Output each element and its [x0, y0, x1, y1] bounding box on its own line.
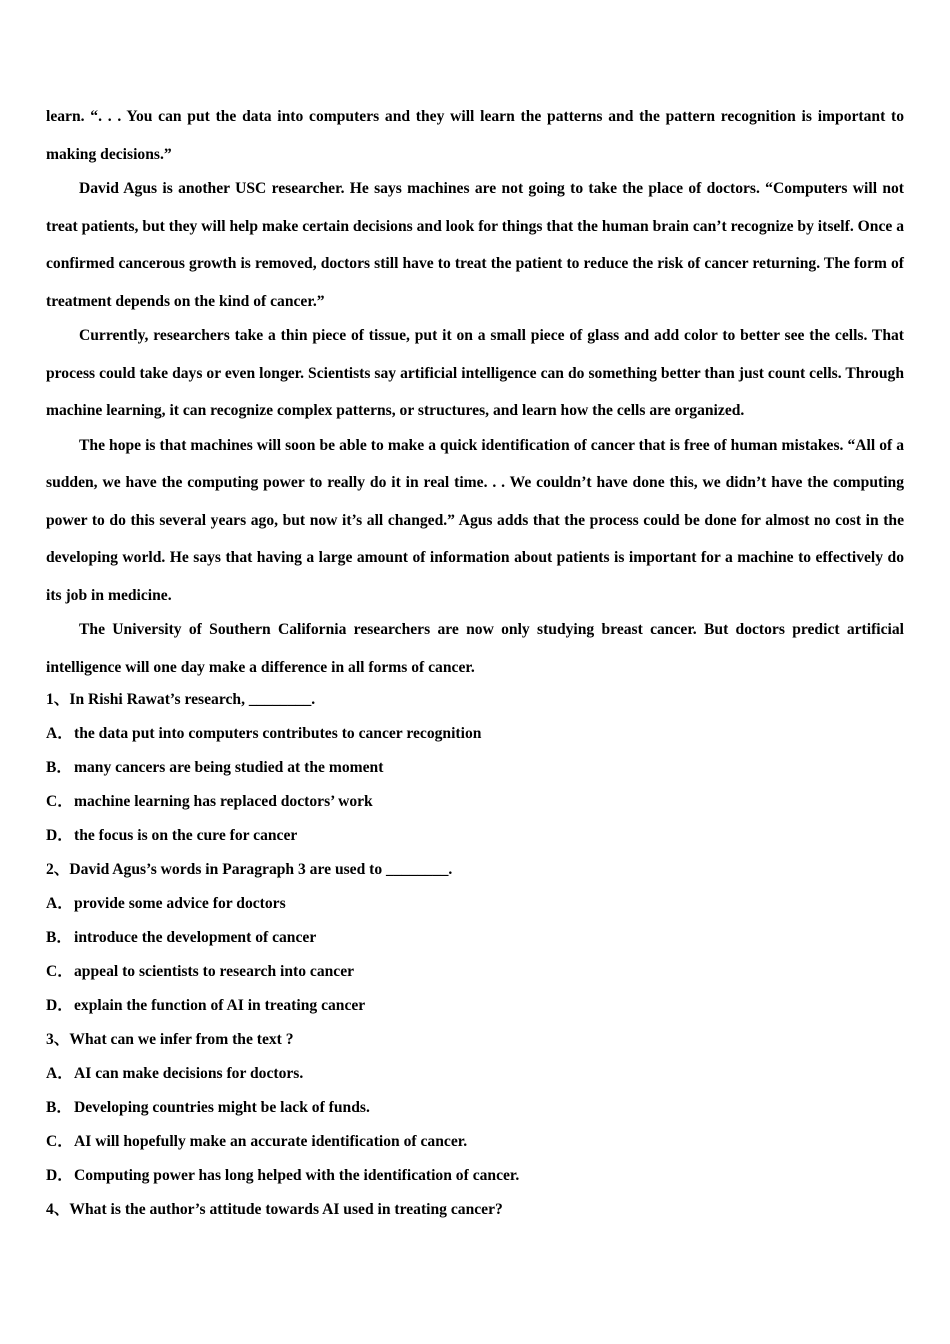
- option-text: provide some advice for doctors: [74, 895, 286, 912]
- question-option: [46, 989, 904, 1023]
- option-letter: A．: [46, 725, 73, 742]
- document-content: [46, 98, 904, 1227]
- question-option: [46, 717, 904, 751]
- passage-paragraph-4: The hope is that machines will soon be able to make a quick identification of cancer that is free of human mistakes. “All of a sudden, we have the computing power to really do it in real time. . . We couldn’t have done this, we didn’t have the computing power to do this several years ago, but now it’s all changed.” Agus adds that the process could be done for almost no cost in the developing world. He says that having a large amount of information about patients is important for a machine to effectively do its job in medicine.: [46, 436, 904, 604]
- option-text: explain the function of AI in treating cancer: [74, 997, 366, 1014]
- passage-paragraph-3: Currently, researchers take a thin piece of tissue, put it on a small piece of glass and add color to better see the cells. That process could take days or even longer. Scientists say artificial intelligence can do something better than just count cells. Through machine learning, it can recognize complex patterns, or structures, and learn how the cells are organized.: [46, 327, 904, 419]
- option-letter: D．: [46, 1167, 73, 1184]
- option-text: the data put into computers contributes to cancer recognition: [74, 725, 482, 742]
- question-3: [46, 1023, 904, 1193]
- question-1: [46, 683, 904, 853]
- option-text: Computing power has long helped with the identification of cancer.: [74, 1167, 520, 1184]
- question-option: [46, 785, 904, 819]
- question-option: [46, 819, 904, 853]
- question-option: [46, 1091, 904, 1125]
- question-stem: 4、What is the author’s attitude towards AI used in treating cancer?: [46, 1201, 503, 1218]
- question-option: [46, 887, 904, 921]
- option-letter: C．: [46, 1133, 73, 1150]
- question-option: [46, 955, 904, 989]
- passage-paragraph-2: David Agus is another USC researcher. He says machines are not going to take the place of doctors. “Computers will not treat patients, but they will help make certain decisions and look for things that the human brain can’t recognize by itself. Once a confirmed cancerous growth is removed, doctors still have to treat the patient to reduce the risk of cancer returning. The form of treatment depends on the kind of cancer.”: [46, 180, 904, 310]
- option-text: machine learning has replaced doctors’ work: [74, 793, 373, 810]
- option-text: AI can make decisions for doctors.: [74, 1065, 304, 1082]
- option-text: appeal to scientists to research into cancer: [74, 963, 355, 980]
- question-2: [46, 853, 904, 1023]
- option-text: introduce the development of cancer: [74, 929, 317, 946]
- question-option: [46, 751, 904, 785]
- option-text: Developing countries might be lack of funds.: [74, 1099, 370, 1116]
- option-letter: B．: [46, 759, 72, 776]
- option-letter: C．: [46, 963, 73, 980]
- option-letter: D．: [46, 827, 73, 844]
- option-letter: B．: [46, 929, 72, 946]
- option-text: the focus is on the cure for cancer: [74, 827, 298, 844]
- passage-paragraph-1: learn. “. . . You can put the data into computers and they will learn the patterns and the pattern recognition is important to making decisions.”: [46, 108, 904, 163]
- option-text: many cancers are being studied at the moment: [74, 759, 384, 776]
- question-option: [46, 1057, 904, 1091]
- question-option: [46, 1159, 904, 1193]
- question-stem: 1、In Rishi Rawat’s research, ________.: [46, 691, 316, 708]
- option-letter: A．: [46, 895, 73, 912]
- option-letter: D．: [46, 997, 73, 1014]
- question-stem: 2、David Agus’s words in Paragraph 3 are used to ________.: [46, 861, 453, 878]
- option-letter: A．: [46, 1065, 73, 1082]
- question-option: [46, 1125, 904, 1159]
- option-text: AI will hopefully make an accurate identification of cancer.: [74, 1133, 468, 1150]
- question-4: [46, 1193, 904, 1227]
- question-stem: 3、What can we infer from the text ?: [46, 1031, 294, 1048]
- passage-paragraph-5: The University of Southern California researchers are now only studying breast cancer. But doctors predict artificial intelligence will one day make a difference in all forms of cancer.: [46, 621, 904, 676]
- option-letter: C．: [46, 793, 73, 810]
- option-letter: B．: [46, 1099, 72, 1116]
- question-option: [46, 921, 904, 955]
